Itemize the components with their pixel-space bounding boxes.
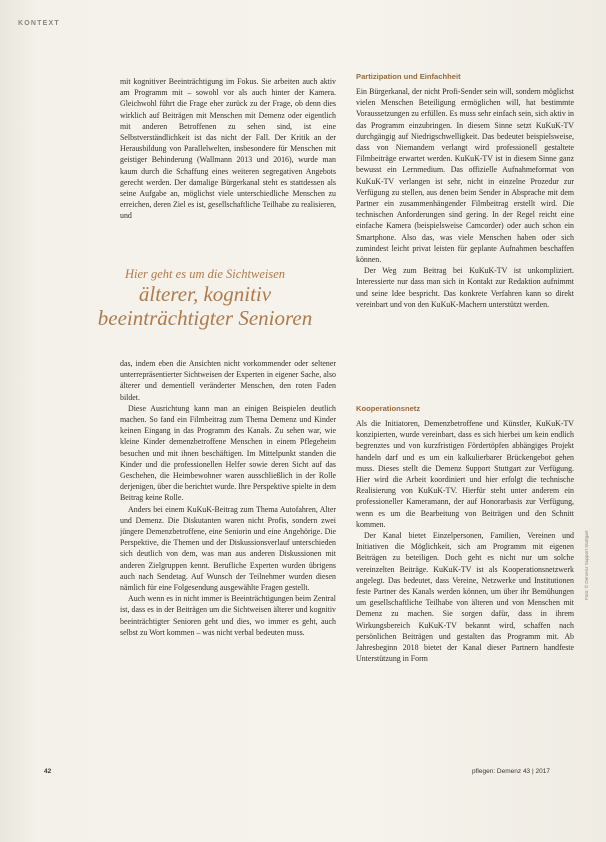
paragraph: Ein Bürgerkanal, der nicht Profi-Sender sein will, sondern möglichst vielen Menschen Beteiligung ermöglichen will, hat bestimmte Voraussetzungen zu erfüllen. Es muss sehr einfach sein, sich aktiv in das Programm einzubringen. In diesem Sinne setzt KuKuK-TV durchgängig auf Niedrigschwelligkeit. Das bedeutet beispielsweise, dass von Niemandem verlangt wird professionell gestaltete Filmbeiträge erwartet werden. KuKuK-TV ist in diesem Sinne ganz bewusst ein Lernmedium. Das offizielle Aufnahmeformat von KuKuK-TV verlangen ist sehr, nicht in einzelne Prozedur zur Verfügung zu stellen, aus denen beim Sender in Absprache mit dem Partner ein zusammenhängender Filmbeitrag erstellt wird. Die technischen Anforderungen sind gering. In der Regel reicht eine einfache Kamera (beispielsweise Camcorder) oder auch schon ein Smartphone. Also das, was viele Menschen haben oder sich zumindest leicht privat leisten für geplante Aufnahmen beschaffen können. [356,87,574,265]
paragraph: Der Kanal bietet Einzelpersonen, Familien, Vereinen und Initiativen die Möglichkeit, sich am Programm mit eigenen Beiträgen zu beteiligen. Doch geht es nicht nur um solche vereinzelten Beiträge. KuKuK-TV ist als Kooperationsnetzwerk angelegt. Das bedeutet, dass Vereine, Netzwerke und Institutionen feste Partner des Kanals werden können, um über ihr Bemühungen um gesellschaftliche Teilhabe von älteren und von Menschen mit Demenz zu machen. Sie sorgen dafür, dass in ihrem Wirkungsbereich KuKuK-TV bekannt wird, schaffen nach persönlichen Beiträgen und gestalten das Programm mit. Ab Jahresbeginn 2018 bietet der Kanal dieser Partnern handfeste Unterstützung in Form [356,531,574,664]
section-kicker: KONTEXT [18,20,60,27]
paragraph: Anders bei einem KuKuK-Beitrag zum Thema Autofahren, Alter und Demenz. Die Diskutanten waren nicht Profis, sondern zwei jüngere Demenzbetroffene, eine Seniorin und eine Angehörige. Die Perspektive, die Themen und der Diskussionsverlauf unterschieden sich deutlich von dem, was man aus anderen Diskussionen mit anderen Zielgruppen kennt. Berufliche Experten wurden übrigens auch nach Sendetag. Auf Wunsch der Teilnehmer wurden diesen nämlich für eine Folgesendung ausgewählte Fragen gestellt. [120,504,336,593]
pull-quote-line-2: älterer, kognitiv [138,282,272,306]
paragraph: Auch wenn es in nicht immer is Beeinträchtigungen beim Zentral ist, dass es in der Beiträgen um die Sichtweisen älterer und kognitiv beeinträchtigter Senioren geht und dies, wo immer es geht, auch selbst zu Wort kommen – was nicht verbal bedeuten muss. [120,594,336,637]
photo-credit: Foto: © Demenz Support Stuttgart [584,530,589,600]
pull-quote [60,266,350,330]
paragraph: Der Weg zum Beitrag bei KuKuK-TV ist unkompliziert. Interessierte nur dass man sich in Kontakt zur Redaktion aufnimmt und seine Idee bespricht. Das konkrete Verfahren kann so direkt vereinbart und von den KuKuK-Machern unterstützt werden. [356,266,574,309]
column-left-bottom [120,358,336,742]
subheading-kooperationsnetz: Kooperationsnetz [356,404,421,413]
column-right-top [356,86,574,396]
paragraph: Diese Ausrichtung kann man an einigen Beispielen deutlich machen. So fand ein Filmbeitrag zum Thema Demenz und Kinder keinen Eingang in das Programm des Kanals. Zu sehen war, wie kleine Kinder demenzbetroffene Menschen in einem Pflegeheim besuchen und mit ihnen beschäftigen. Im Mittelpunkt standen die Kinder und die professionellen Helfer sowie deren Sicht auf das Geschehen, die Heimbewohner waren ausschließlich in der Rolle derjenigen, über die berichtet wurde. Ihre Perspektive spielte in dem Beitrag keine Rolle. [120,403,336,503]
paragraph: Als die Initiatoren, Demenzbetroffene und Künstler, KuKuK-TV konzipierten, wurde vereinbart, dass es sich hierbei um kein endlich begrenztes und von kurzfristigen Fördertöpfen abhängiges Projekt handeln darf und es um ein kalkulierbarer Brückengebot gehen muss. Dieses stellt die Demenz Support Stuttgart zur Verfügung. Hier wird die Arbeit koordiniert und hier erfolgt die technische Realisierung von KuKuK-TV. Hierfür steht unter anderem ein professioneller Kameramann, der auf Honorarbasis zur Verfügung, wenn es um die Bearbeitung von Beiträgen und den Schnitt kommen. [356,419,574,529]
column-right-bottom [356,418,574,742]
column-left-top [120,76,336,262]
paragraph: mit kognitiver Beeinträchtigung im Fokus. Sie arbeiten auch aktiv am Programm mit – sowohl vor als auch hinter der Kamera. Gleichwohl führt die Frage eher zurück zu der Frage, ob denn dies wirklich auf Beiträgen mit Menschen mit Demenz oder eigentlich mit anderen Betroffenen zu sehen sind, ist eine Selbstverständlichkeit ist das nicht der Fall. Der Kritik an der Herausbildung von Parallelwelten, insbesondere für Menschen mit geistiger Behinderung (Wallmann 2013 und 2016), wurde man kaum durch die Schaffung eines weiteren segregativen Angebots gerecht werden. Der damalige Bürgerkanal steht es stattdessen als seine Aufgabe an, möglichst viele unterschiedliche Menschen zu erreichen, deren Ziel es ist, gesellschaftliche Teilhabe zu realisieren, und [120,77,336,221]
magazine-issue: pflegen: Demenz 43 | 2017 [472,768,550,775]
paragraph: das, indem eben die Ansichten nicht vorkommender oder seltener unterrepräsentierter Sichtweisen der Experten in eigener Sache, also älterer und dementiell veränderter Menschen, den roten Faden bildet. [120,359,336,402]
subheading-partizipation: Partizipation und Einfachheit [356,72,461,81]
pull-quote-line-1: Hier geht es um die Sichtweisen [124,267,286,281]
page-number: 42 [44,768,52,775]
pull-quote-line-3: beeinträchtigter Senioren [97,306,313,330]
